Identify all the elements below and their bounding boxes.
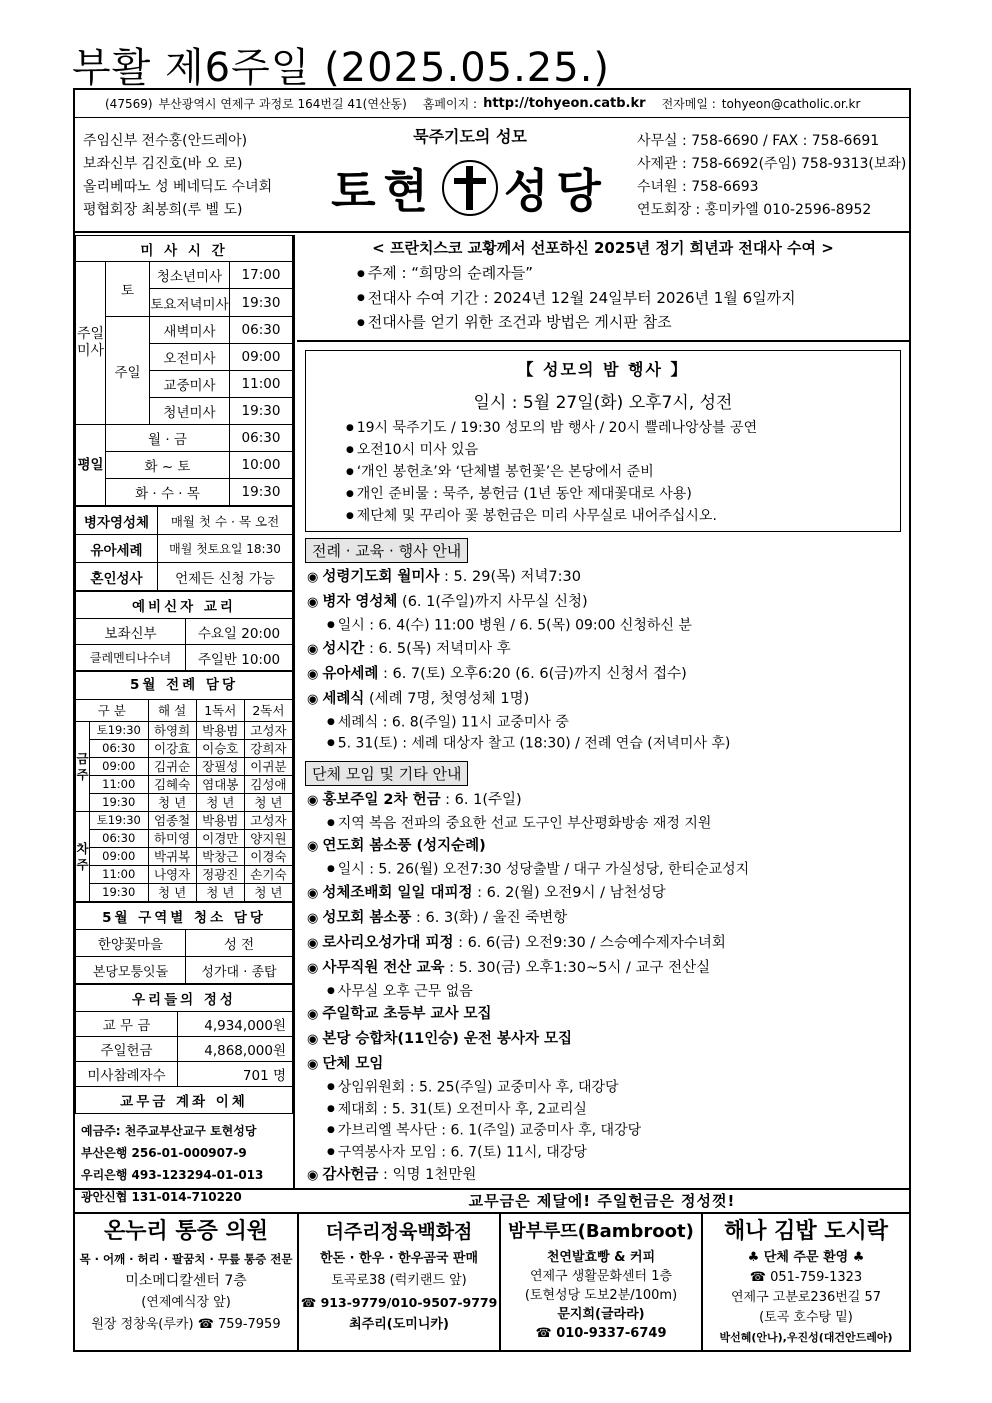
duty-header: 구 분	[76, 700, 149, 722]
ad-name: 밤부루뜨(Bambroot)	[508, 1221, 694, 1242]
ad-line: ☎ 010-9337-6749	[535, 1326, 667, 1341]
bank-title: 교무금 계좌 이체	[76, 1087, 293, 1114]
bullet-icon: ◉	[307, 1057, 319, 1072]
duty-person: 청 년	[196, 794, 244, 812]
duty-time: 19:30	[90, 794, 149, 812]
jubilee-item: ● 주제 : “희망의 순례자들”	[297, 261, 909, 286]
mass-name: 교중미사	[150, 371, 230, 398]
duty-person: 이강효	[148, 740, 196, 758]
mass-time: 10:00	[230, 452, 293, 479]
bullet-icon: ◉	[307, 1007, 319, 1022]
notice-title: 주일학교 초등부 교사 모집	[322, 1006, 492, 1022]
church-name	[315, 155, 625, 221]
ad-line: 천연발효빵 & 커피	[546, 1250, 656, 1265]
duty-time: 토19:30	[90, 812, 149, 830]
catechism-who: 보좌신부	[76, 619, 186, 645]
contact-line: 수녀원 : 758-6693	[637, 179, 759, 195]
notice-title: 성시간	[322, 640, 365, 657]
bullet-icon: ◉	[307, 935, 319, 951]
ad-line: 미소메디칼센터 7층	[125, 1273, 247, 1289]
mass-schedule-table	[75, 235, 293, 506]
duty-person: 고성자	[244, 722, 292, 740]
mass-name: 새벽미사	[150, 317, 230, 344]
mass-name: 오전미사	[150, 344, 230, 371]
cleaning-who: 본당모퉁잇돌	[76, 957, 186, 984]
duty-person: 박용범	[196, 812, 244, 830]
duty-row	[76, 866, 293, 884]
ad-box	[703, 1214, 909, 1352]
offering-value: 701 명	[178, 1062, 293, 1087]
sick-communion-label: 병자영성체	[76, 507, 158, 535]
ad-line: 연제구 고분로236번길 57	[730, 1290, 882, 1305]
notice-subitem: ● 지역 복음 전파의 중요한 선교 도구인 부산평화방송 재정 지원	[297, 813, 909, 835]
jubilee-item: ● 전대사 수여 기간 : 2024년 12월 24일부터 2026년 1월 6일까지	[297, 286, 909, 311]
groups-list	[297, 788, 909, 1189]
catechism-title: 예비신자 교리	[76, 592, 293, 619]
bulletin-frame	[73, 88, 911, 1352]
duty-person: 손기숙	[244, 866, 292, 884]
duty-person: 강희자	[244, 740, 292, 758]
duty-row	[76, 812, 293, 830]
notice-item	[297, 1027, 909, 1052]
notice-subitem: ● 사무실 오후 근무 없음	[297, 981, 909, 1003]
left-sidebar	[75, 235, 295, 1204]
duty-person: 청 년	[244, 884, 292, 902]
address-bar	[75, 90, 909, 118]
ad-line: 최주리(도미니카)	[349, 1317, 449, 1332]
notice-sublist	[297, 859, 909, 881]
duty-person: 박용범	[196, 722, 244, 740]
liturgy-list	[297, 565, 909, 755]
offering-label: 교 무 금	[76, 1012, 178, 1037]
catechism-who: 클레멘티나수녀	[76, 645, 186, 671]
notice-item	[297, 590, 909, 615]
notice-sublist	[297, 615, 909, 637]
duty-person: 엄종철	[148, 812, 196, 830]
duty-person: 이경숙	[244, 848, 292, 866]
ad-line: 연제구 생활문화센터 1층	[529, 1269, 673, 1284]
email-link[interactable]: tohyeon@catholic.or.kr	[721, 96, 861, 111]
notice-sublist	[297, 813, 909, 835]
sacrament-table	[75, 506, 293, 591]
duty-row	[76, 794, 293, 812]
notice-title: 홍보주일 2차 헌금	[322, 791, 441, 808]
mass-title: 미 사 시 간	[76, 236, 293, 262]
jubilee-title: < 프란치스코 교황께서 선포하신 2025년 정기 희년과 전대사 수여 >	[372, 239, 834, 257]
duty-person: 양지원	[244, 830, 292, 848]
duty-row	[76, 848, 293, 866]
catechism-when: 수요일 20:00	[186, 619, 293, 645]
offering-table	[75, 984, 293, 1114]
ad-box	[299, 1214, 501, 1352]
sat-label: 토	[106, 262, 150, 317]
ad-box	[75, 1214, 299, 1352]
street-address: 부산광역시 연제구 과정로 164번길 41(연산동)	[158, 97, 407, 111]
mass-time: 19:30	[230, 398, 293, 425]
notice-subitem: ● 제대회 : 5. 31(토) 오전미사 후, 2교리실	[297, 1099, 909, 1121]
bullet-icon: ◉	[307, 1032, 319, 1047]
notice-title: 감사헌금	[322, 1167, 379, 1183]
main-content	[297, 235, 909, 1188]
groups-section-heading: 단체 모임 및 기타 안내	[305, 761, 468, 786]
duty-person: 염대봉	[196, 776, 244, 794]
duty-row	[76, 776, 293, 794]
duty-time: 09:00	[90, 848, 149, 866]
staff-line: 올리베따노 성 베네딕도 수녀회	[83, 179, 273, 195]
jubilee-box	[297, 235, 909, 342]
notice-title: 성령기도회 월미사	[322, 569, 440, 585]
infant-baptism-label: 유아세례	[76, 535, 158, 563]
duty-person: 청 년	[148, 794, 196, 812]
ad-line: 박선혜(안나),우진성(대건안드레아)	[719, 1331, 893, 1344]
duty-header: 1독서	[196, 700, 244, 722]
notice-item	[297, 931, 909, 956]
marriage-value: 언제든 신청 가능	[158, 563, 293, 591]
notice-text: : 6. 3(화) / 울진 죽변항	[411, 909, 568, 926]
bullet-icon: ◉	[307, 570, 319, 585]
bullet-icon: ◉	[307, 595, 319, 610]
church-name-part: 토현	[331, 164, 436, 218]
notice-text: : 6. 5(목) 저녁미사 후	[364, 640, 511, 657]
staff-line: 보좌신부 김진호(바 오 로)	[83, 156, 243, 172]
ad-line: 한돈 · 한우 · 한우곰국 판매	[319, 1251, 479, 1266]
staff-line: 평협회장 최봉희(루 벨 도)	[83, 202, 243, 218]
offering-value: 4,868,000원	[178, 1037, 293, 1062]
cleaning-table	[75, 902, 293, 984]
weekday-label: 평일	[76, 425, 106, 506]
notice-subitem: ● 세례식 : 6. 8(주일) 11시 교중미사 중	[297, 712, 909, 734]
notice-item	[297, 1002, 909, 1027]
duty-person: 하영희	[148, 722, 196, 740]
duty-row	[76, 722, 293, 740]
notice-text: : 6. 7(토) 오후6:20 (6. 6(금)까지 신청서 접수)	[378, 665, 687, 682]
bullet-icon: ◉	[307, 691, 319, 707]
mass-name: 청년미사	[150, 398, 230, 425]
church-logo-block	[315, 124, 625, 221]
bullet-icon: ◉	[307, 885, 319, 901]
duty-row	[76, 830, 293, 848]
notice-text: : 6. 6(금) 오전9:30 / 스승예수제자수녀회	[453, 934, 726, 951]
duty-time: 토19:30	[90, 722, 149, 740]
notice-item	[297, 834, 909, 859]
marian-night-item: ● 제단체 및 꾸리아 꽃 봉헌금은 미리 사무실로 내어주십시오.	[306, 505, 900, 527]
notice-title: 연도회 봄소풍 (성지순례)	[322, 838, 486, 854]
duty-time: 19:30	[90, 884, 149, 902]
cleaning-who: 한양꽃마을	[76, 930, 186, 957]
duty-time: 11:00	[90, 776, 149, 794]
duty-time: 06:30	[90, 740, 149, 758]
bullet-icon: ◉	[307, 960, 319, 976]
liturgy-duty-table	[75, 671, 293, 902]
duty-row	[76, 740, 293, 758]
duty-title: 5월 전례 담당	[76, 672, 293, 700]
ad-line: 원장 정창욱(루카) ☎ 759-7959	[91, 1317, 281, 1332]
bank-account: 부산은행 256-01-000907-9	[81, 1146, 247, 1160]
staff-line: 주임신부 전수홍(안드레아)	[83, 133, 248, 149]
mass-time: 11:00	[230, 371, 293, 398]
duty-time: 11:00	[90, 866, 149, 884]
duty-person: 나영자	[148, 866, 196, 884]
marian-night-box	[305, 350, 901, 532]
mass-name: 토요저녁미사	[150, 289, 230, 317]
duty-person: 이귀분	[244, 758, 292, 776]
bullet-icon: ◉	[307, 792, 319, 808]
contact-line: 사무실 : 758-6690 / FAX : 758-6691	[637, 133, 880, 149]
bank-holder: 예금주: 천주교부산교구 토현성당	[81, 1124, 257, 1138]
notice-title: 병자 영성체	[322, 594, 398, 610]
notice-title: 본당 승합차(11인승) 운전 봉사자 모집	[322, 1031, 573, 1047]
notice-item	[297, 662, 909, 687]
notice-item	[297, 881, 909, 906]
ad-line: 토곡로38 (럭키랜드 앞)	[331, 1273, 467, 1288]
notice-item	[297, 1163, 909, 1188]
mass-time: 06:30	[230, 317, 293, 344]
cleaning-title: 5월 구역별 청소 담당	[76, 903, 293, 930]
church-header	[75, 118, 909, 233]
duty-person: 장필성	[196, 758, 244, 776]
ad-line: (토곡 호수탕 밑)	[759, 1310, 853, 1325]
jubilee-item: ● 전대사를 얻기 위한 조건과 방법은 게시판 참조	[297, 310, 909, 335]
ad-line: (연제예식장 앞)	[141, 1295, 231, 1310]
duty-person: 이승호	[196, 740, 244, 758]
notice-subitem: ● 구역봉사자 모임 : 6. 7(토) 11시, 대강당	[297, 1142, 909, 1164]
ad-name: 해나 김밥 도시락	[723, 1219, 889, 1244]
sick-communion-value: 매월 첫 수 · 목 오전	[158, 507, 293, 535]
mass-name: 월 · 금	[106, 425, 230, 452]
duty-person: 김혜숙	[148, 776, 196, 794]
duty-person: 하미영	[148, 830, 196, 848]
mass-time: 17:00	[230, 262, 293, 289]
notice-item	[297, 788, 909, 813]
notice-item	[297, 956, 909, 981]
liturgy-section-heading: 전례 · 교육 · 행사 안내	[305, 538, 468, 563]
ads-row	[75, 1214, 909, 1352]
notice-text: : 5. 30(금) 오후1:30~5시 / 교구 전산실	[444, 959, 711, 976]
notice-subitem: ● 가브리엘 복사단 : 6. 1(주일) 교중미사 후, 대강당	[297, 1120, 909, 1142]
postal-code: (47569)	[105, 96, 153, 111]
bullet-icon: ◉	[307, 641, 319, 657]
duty-person: 청 년	[244, 794, 292, 812]
notice-title: 세례식	[322, 690, 365, 707]
homepage-label: 홈페이지 :	[422, 97, 478, 111]
duty-person: 박귀복	[148, 848, 196, 866]
cleaning-where: 성가대 · 종탑	[186, 957, 293, 984]
notice-title: 사무직원 전산 교육	[322, 959, 445, 976]
duty-header: 2독서	[244, 700, 292, 722]
ad-name: 더주리정육백화점	[325, 1221, 473, 1243]
duty-header: 해 설	[148, 700, 196, 722]
duty-person: 김귀순	[148, 758, 196, 776]
ad-line: ☎ 051-759-1323	[749, 1270, 863, 1285]
bank-account: 광안신협 131-014-710220	[81, 1190, 242, 1204]
bullet-icon: ◉	[307, 1168, 319, 1183]
duty-person: 박창근	[196, 848, 244, 866]
duty-time: 09:00	[90, 758, 149, 776]
mass-time: 09:00	[230, 344, 293, 371]
infant-baptism-value: 매월 첫토요일 18:30	[158, 535, 293, 563]
mass-time: 19:30	[230, 479, 293, 506]
notice-title: 성체조배회 일일 대피정	[322, 884, 473, 901]
bank-account: 우리은행 493-123294-01-013	[81, 1168, 264, 1182]
duty-row	[76, 884, 293, 902]
duty-person: 청 년	[196, 884, 244, 902]
notice-text: : 익명 1천만원	[378, 1167, 477, 1183]
cross-logo-icon	[442, 160, 498, 216]
mass-name: 화 ~ 토	[106, 452, 230, 479]
bullet-icon: ◉	[307, 839, 319, 854]
offering-value: 4,934,000원	[178, 1012, 293, 1037]
duty-week-label: 차주	[76, 812, 90, 902]
notice-title: 단체 모임	[322, 1056, 384, 1072]
contact-line: 사제관 : 758-6692(주임) 758-9313(보좌)	[637, 156, 907, 172]
notice-item	[297, 1052, 909, 1077]
page-title: 부활 제6주일 (2025.05.25.)	[72, 45, 611, 91]
bullet-icon: ◉	[307, 910, 319, 926]
notice-item	[297, 906, 909, 931]
notice-title: 유아세례	[322, 665, 379, 682]
notice-text: (세례 7명, 첫영성체 1명)	[364, 690, 530, 707]
bullet-icon: ◉	[307, 666, 319, 682]
notice-title: 로사리오성가대 피정	[322, 934, 454, 951]
marian-night-item: ● 오전10시 미사 있음	[306, 439, 900, 461]
marriage-label: 혼인성사	[76, 563, 158, 591]
marian-night-item: ● 개인 준비물 : 묵주, 봉헌금 (1년 동안 제대꽃대로 사용)	[306, 483, 900, 505]
church-subtitle: 묵주기도의 성모	[413, 127, 527, 146]
ad-line: 문지희(글라라)	[557, 1307, 645, 1322]
mass-time: 19:30	[230, 289, 293, 317]
duty-person: 정광진	[196, 866, 244, 884]
notice-subitem: ● 5. 31(토) : 세례 대상자 찰고 (18:30) / 전례 연습 (저녁미사 후)	[297, 733, 909, 755]
ad-box	[501, 1214, 703, 1352]
notice-text: : 6. 2(월) 오전9시 / 남천성당	[472, 884, 666, 901]
mass-name: 청소년미사	[150, 262, 230, 289]
marian-night-item: ● ‘개인 봉헌초’와 ‘단체별 봉헌꽃’은 본당에서 준비	[306, 461, 900, 483]
notice-text: (6. 1(주일)까지 사무실 신청)	[397, 594, 588, 610]
notice-item	[297, 565, 909, 590]
offering-label: 주일헌금	[76, 1037, 178, 1062]
duty-person: 이경만	[196, 830, 244, 848]
notice-sublist	[297, 981, 909, 1003]
notice-text: : 5. 29(목) 저녁7:30	[439, 569, 581, 585]
notice-item	[297, 687, 909, 712]
contact-line: 연도회장 : 홍미카엘 010-2596-8952	[637, 202, 872, 218]
duty-person: 청 년	[148, 884, 196, 902]
cleaning-where: 성 전	[186, 930, 293, 957]
notice-subitem: ● 상임위원회 : 5. 25(주일) 교중미사 후, 대강당	[297, 1077, 909, 1099]
ad-line: ♣ 단체 주문 환영 ♣	[747, 1250, 865, 1265]
notice-sublist	[297, 712, 909, 755]
sun-label: 주일	[106, 317, 150, 425]
marian-night-item: ● 19시 묵주기도 / 19:30 성모의 밤 행사 / 20시 쁠레나앙상블 공연	[306, 417, 900, 439]
catechism-table	[75, 591, 293, 671]
duty-row	[76, 758, 293, 776]
contact-list	[637, 130, 906, 222]
marian-night-title: 【 성모의 밤 행사 】	[517, 360, 689, 379]
offering-title: 우리들의 정성	[76, 985, 293, 1012]
duty-person: 고성자	[244, 812, 292, 830]
notice-sublist	[297, 1077, 909, 1163]
offering-label: 미사참례자수	[76, 1062, 178, 1087]
notice-text: : 6. 1(주일)	[440, 791, 522, 808]
duty-person: 김성애	[244, 776, 292, 794]
notice-subitem: ● 일시 : 5. 26(월) 오전7:30 성당출발 / 대구 가실성당, 한티순교성지	[297, 859, 909, 881]
duty-time: 06:30	[90, 830, 149, 848]
ad-name: 온누리 통증 의원	[103, 1219, 269, 1244]
mass-time: 06:30	[230, 425, 293, 452]
notice-title: 성모회 봄소풍	[322, 909, 412, 926]
mass-name: 화 · 수 · 목	[106, 479, 230, 506]
ad-line: ☎ 913-9779/010-9507-9779	[300, 1295, 498, 1310]
catechism-when: 주일반 10:00	[186, 645, 293, 671]
motto-banner: 교무금은 제달에! 주일헌금은 정성껏!	[75, 1188, 909, 1214]
ad-line: 목 · 어깨 · 허리 · 팔꿈치 · 무릎 통증 전문	[79, 1252, 293, 1266]
church-name-part: 성당	[504, 164, 609, 218]
sunday-mass-label: 주일미사	[76, 262, 106, 425]
notice-item	[297, 637, 909, 662]
email-label: 전자메일 :	[661, 97, 716, 111]
marian-night-date: 일시 : 5월 27일(화) 오후7시, 성전	[473, 393, 733, 413]
ad-line: (토현성당 도보2분/100m)	[524, 1288, 678, 1303]
duty-week-label: 금주	[76, 722, 90, 812]
homepage-link[interactable]: http://tohyeon.catb.kr	[483, 96, 646, 111]
notice-subitem: ● 일시 : 6. 4(수) 11:00 병원 / 6. 5(목) 09:00 신청하신 분	[297, 615, 909, 637]
staff-list	[83, 130, 272, 222]
